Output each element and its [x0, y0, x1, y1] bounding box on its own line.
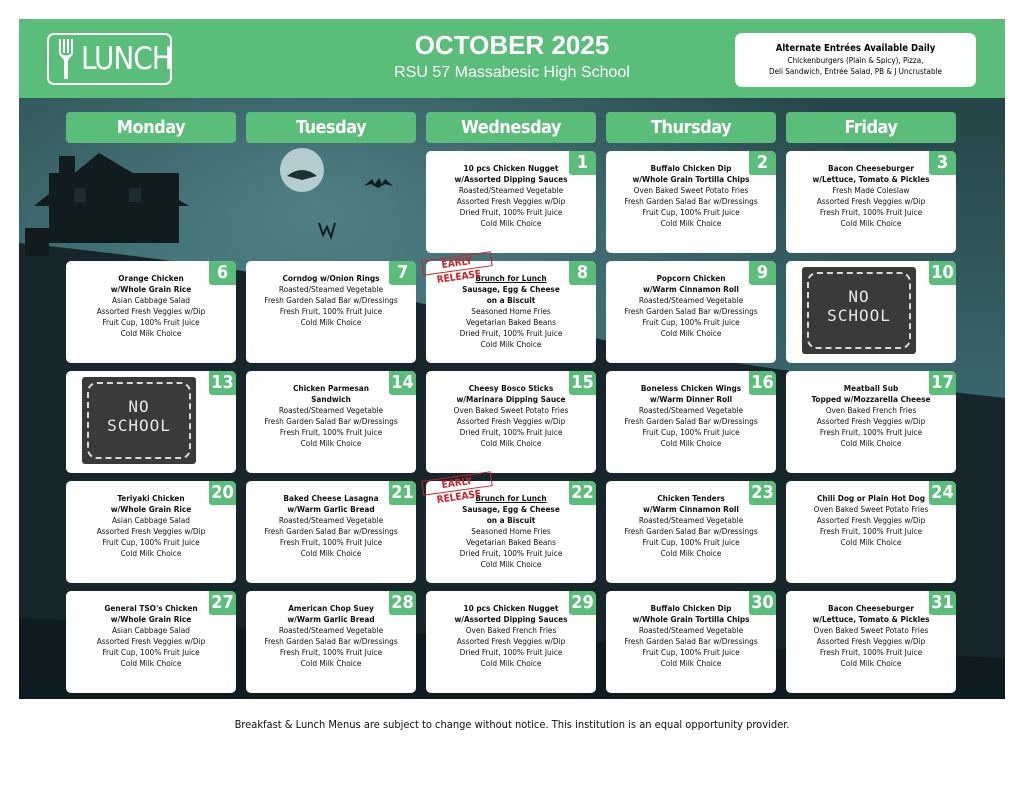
- menu-side-line: Dried Fruit, 100% Fruit Juice: [459, 548, 563, 558]
- menu-side-line: Fruit Cup, 100% Fruit Juice: [102, 647, 200, 657]
- menu-side-line: Fresh Fruit, 100% Fruit Juice: [819, 647, 923, 657]
- menu-side-line: Roasted/Steamed Vegetable: [278, 625, 384, 635]
- menu-entree-line: Orange Chicken: [118, 273, 184, 283]
- menu-side-line: Cold Milk Choice: [660, 548, 722, 558]
- menu-items: [246, 603, 416, 669]
- menu-entree-line: w/Warm Cinnamon Roll: [643, 284, 739, 294]
- menu-side-line: Asian Cabbage Salad: [112, 295, 190, 305]
- menu-side-line: Assorted Fresh Veggies w/Dip: [816, 416, 926, 426]
- menu-entree-line: Corndog w/Onion Rings: [282, 273, 380, 283]
- page-subtitle: RSU 57 Massabesic High School: [394, 64, 630, 81]
- menu-items: [606, 163, 776, 229]
- day-number: 7: [389, 261, 416, 285]
- menu-side-line: Fresh Fruit, 100% Fruit Juice: [819, 427, 923, 437]
- day-number: 21: [389, 481, 416, 505]
- menu-side-line: Roasted/Steamed Vegetable: [638, 405, 744, 415]
- menu-side-line: Fruit Cup, 100% Fruit Juice: [642, 427, 740, 437]
- day-number: 28: [389, 591, 416, 615]
- menu-side-line: Assorted Fresh Veggies w/Dip: [456, 196, 566, 206]
- calendar-day-cell: [426, 371, 596, 473]
- menu-side-line: Assorted Fresh Veggies w/Dip: [816, 196, 926, 206]
- menu-entree-line: Sandwich: [311, 394, 351, 404]
- menu-entree-line: w/Warm Cinnamon Roll: [643, 504, 739, 514]
- menu-items: [426, 383, 596, 449]
- menu-side-line: Fresh Fruit, 100% Fruit Juice: [279, 647, 383, 657]
- menu-entree-line: Popcorn Chicken: [656, 273, 726, 283]
- calendar-day-cell: [66, 481, 236, 583]
- menu-entree-line: on a Biscuit: [486, 295, 536, 305]
- menu-side-line: Cold Milk Choice: [660, 658, 722, 668]
- day-number: 24: [929, 481, 956, 505]
- day-header-friday: Friday: [786, 112, 956, 143]
- menu-entree-line: Topped w/Mozzarella Cheese: [811, 394, 931, 404]
- menu-side-line: Oven Baked Sweet Potato Fries: [633, 185, 749, 195]
- menu-side-line: Seasoned Home Fries: [471, 306, 551, 316]
- calendar-day-cell: [786, 371, 956, 473]
- menu-side-line: Cold Milk Choice: [120, 328, 182, 338]
- day-number: 17: [929, 371, 956, 395]
- menu-items: [246, 273, 416, 328]
- day-header-monday: Monday: [66, 112, 236, 143]
- no-school-chalkboard: [802, 267, 916, 354]
- calendar-day-cell: [426, 151, 596, 253]
- footer-disclaimer: Breakfast & Lunch Menus are subject to change without notice. This institution is an equal opportunity provider.: [234, 718, 790, 731]
- alternate-entrees-line: Chickenburgers (Plain & Spicy), Pizza,: [787, 56, 924, 65]
- menu-items: [786, 163, 956, 229]
- calendar-day-cell: [246, 591, 416, 693]
- menu-entree-line: Buffalo Chicken Dip: [650, 163, 732, 173]
- menu-side-line: Seasoned Home Fries: [471, 526, 551, 536]
- menu-side-line: Roasted/Steamed Vegetable: [638, 295, 744, 305]
- menu-side-line: Roasted/Steamed Vegetable: [638, 515, 744, 525]
- day-number: 6: [209, 261, 236, 285]
- menu-side-line: Fresh Made Coleslaw: [832, 185, 910, 195]
- day-number: 8: [569, 261, 596, 285]
- calendar-day-cell: [786, 591, 956, 693]
- menu-side-line: Fruit Cup, 100% Fruit Juice: [102, 317, 200, 327]
- menu-items: [786, 493, 956, 548]
- day-header-tuesday: Tuesday: [246, 112, 416, 143]
- no-school-text: [82, 397, 196, 435]
- menu-side-line: Fresh Garden Salad Bar w/Dressings: [264, 636, 398, 646]
- menu-side-line: Asian Cabbage Salad: [112, 625, 190, 635]
- menu-items: [426, 603, 596, 669]
- menu-entree-line: w/Assorted Dipping Sauces: [454, 614, 568, 624]
- menu-entree-line: w/Whole Grain Tortilla Chips: [632, 614, 750, 624]
- alternate-entrees-box: [735, 33, 976, 87]
- menu-entree-line: w/Lettuce, Tomato & Pickles: [812, 174, 930, 184]
- no-school-chalkboard: [82, 377, 196, 464]
- day-number: 20: [209, 481, 236, 505]
- menu-side-line: Fresh Garden Salad Bar w/Dressings: [264, 295, 398, 305]
- menu-side-line: Fresh Fruit, 100% Fruit Juice: [279, 306, 383, 316]
- menu-side-line: Dried Fruit, 100% Fruit Juice: [459, 328, 563, 338]
- menu-side-line: Fresh Garden Salad Bar w/Dressings: [624, 416, 758, 426]
- menu-entree-line: General TSO's Chicken: [104, 603, 198, 613]
- fork-icon: [57, 39, 75, 79]
- menu-entree-line: w/Marinara Dipping Sauce: [456, 394, 566, 404]
- alternate-entrees-line: Deli Sandwich, Entrée Salad, PB & J Uncrustable: [769, 67, 942, 76]
- no-school-line: SCHOOL: [827, 306, 891, 325]
- lunch-logo: [47, 33, 172, 85]
- calendar-day-cell: [66, 261, 236, 363]
- menu-side-line: Fruit Cup, 100% Fruit Juice: [642, 537, 740, 547]
- early-release-stamp: EARLY RELEASE: [421, 471, 492, 496]
- menu-items: [426, 163, 596, 229]
- menu-side-line: Cold Milk Choice: [120, 548, 182, 558]
- menu-items: [606, 603, 776, 669]
- menu-side-line: Oven Baked French Fries: [825, 405, 917, 415]
- menu-items: [66, 273, 236, 339]
- day-number: 16: [749, 371, 776, 395]
- menu-side-line: Fruit Cup, 100% Fruit Juice: [642, 317, 740, 327]
- menu-side-line: Vegetarian Baked Beans: [466, 317, 556, 327]
- menu-side-line: Assorted Fresh Veggies w/Dip: [96, 636, 206, 646]
- day-number: 13: [209, 371, 236, 395]
- day-number: 3: [929, 151, 956, 175]
- menu-side-line: Cold Milk Choice: [480, 218, 542, 228]
- menu-side-line: Assorted Fresh Veggies w/Dip: [456, 636, 566, 646]
- menu-side-line: Dried Fruit, 100% Fruit Juice: [459, 427, 563, 437]
- menu-side-line: Fresh Garden Salad Bar w/Dressings: [264, 416, 398, 426]
- calendar-day-cell: [606, 151, 776, 253]
- menu-entree-line: w/Warm Garlic Bread: [287, 504, 375, 514]
- menu-entree-line: Boneless Chicken Wings: [640, 383, 742, 393]
- menu-side-line: Cold Milk Choice: [660, 328, 722, 338]
- menu-side-line: Assorted Fresh Veggies w/Dip: [456, 416, 566, 426]
- menu-side-line: Cold Milk Choice: [480, 658, 542, 668]
- day-number: 2: [749, 151, 776, 175]
- menu-side-line: Cold Milk Choice: [480, 559, 542, 569]
- calendar-day-cell: [66, 591, 236, 693]
- menu-entree-line: 10 pcs Chicken Nugget: [463, 603, 559, 613]
- menu-side-line: Fruit Cup, 100% Fruit Juice: [642, 207, 740, 217]
- menu-side-line: Fresh Garden Salad Bar w/Dressings: [624, 526, 758, 536]
- menu-entree-line: on a Biscuit: [486, 515, 536, 525]
- menu-items: [246, 383, 416, 449]
- menu-side-line: Roasted/Steamed Vegetable: [278, 515, 384, 525]
- menu-entree-line: Buffalo Chicken Dip: [650, 603, 732, 613]
- menu-side-line: Roasted/Steamed Vegetable: [278, 405, 384, 415]
- menu-entree-line: Sausage, Egg & Cheese: [462, 284, 560, 294]
- menu-entree-line: 10 pcs Chicken Nugget: [463, 163, 559, 173]
- no-school-line: NO: [848, 287, 870, 306]
- menu-entree-line: Brunch for Lunch: [475, 273, 547, 283]
- menu-side-line: Cold Milk Choice: [300, 317, 362, 327]
- calendar-day-cell: [606, 261, 776, 363]
- no-school-line: NO: [128, 397, 150, 416]
- menu-side-line: Dried Fruit, 100% Fruit Juice: [459, 647, 563, 657]
- day-number: 29: [569, 591, 596, 615]
- menu-side-line: Asian Cabbage Salad: [112, 515, 190, 525]
- menu-side-line: Cold Milk Choice: [300, 658, 362, 668]
- menu-side-line: Assorted Fresh Veggies w/Dip: [96, 526, 206, 536]
- menu-side-line: Assorted Fresh Veggies w/Dip: [96, 306, 206, 316]
- menu-items: [786, 383, 956, 449]
- menu-items: [66, 603, 236, 669]
- menu-side-line: Dried Fruit, 100% Fruit Juice: [459, 207, 563, 217]
- day-number: 1: [569, 151, 596, 175]
- day-number: 14: [389, 371, 416, 395]
- menu-side-line: Fresh Garden Salad Bar w/Dressings: [624, 306, 758, 316]
- menu-side-line: Cold Milk Choice: [840, 438, 902, 448]
- menu-side-line: Cold Milk Choice: [840, 537, 902, 547]
- menu-side-line: Fresh Fruit, 100% Fruit Juice: [819, 207, 923, 217]
- calendar-day-cell: [246, 481, 416, 583]
- logo-word: LUNCH: [81, 41, 172, 77]
- day-number: 9: [749, 261, 776, 285]
- menu-side-line: Fruit Cup, 100% Fruit Juice: [642, 647, 740, 657]
- menu-items: [786, 603, 956, 669]
- calendar-day-cell: [246, 261, 416, 363]
- calendar-day-cell: [606, 481, 776, 583]
- menu-entree-line: w/Assorted Dipping Sauces: [454, 174, 568, 184]
- menu-entree-line: Sausage, Egg & Cheese: [462, 504, 560, 514]
- menu-entree-line: American Chop Suey: [288, 603, 374, 613]
- menu-entree-line: w/Lettuce, Tomato & Pickles: [812, 614, 930, 624]
- menu-side-line: Oven Baked French Fries: [465, 625, 557, 635]
- menu-entree-line: w/Warm Garlic Bread: [287, 614, 375, 624]
- menu-entree-line: Chicken Tenders: [657, 493, 725, 503]
- menu-entree-line: Baked Cheese Lasagna: [283, 493, 379, 503]
- menu-entree-line: Bacon Cheeseburger: [828, 163, 914, 173]
- calendar-day-cell: [786, 481, 956, 583]
- calendar-day-cell: [606, 591, 776, 693]
- menu-side-line: Oven Baked Sweet Potato Fries: [453, 405, 569, 415]
- menu-side-line: Cold Milk Choice: [120, 658, 182, 668]
- day-number: 31: [929, 591, 956, 615]
- menu-side-line: Assorted Fresh Veggies w/Dip: [816, 515, 926, 525]
- calendar-day-cell: [786, 261, 956, 363]
- calendar-day-cell: [246, 371, 416, 473]
- menu-items: [606, 273, 776, 339]
- page-title: OCTOBER 2025: [414, 30, 610, 60]
- menu-side-line: Cold Milk Choice: [660, 438, 722, 448]
- menu-items: [246, 493, 416, 559]
- menu-side-line: Fresh Fruit, 100% Fruit Juice: [279, 427, 383, 437]
- menu-entree-line: Chicken Parmesan: [292, 383, 370, 393]
- menu-side-line: Cold Milk Choice: [480, 339, 542, 349]
- menu-entree-line: Brunch for Lunch: [475, 493, 547, 503]
- day-header-thursday: Thursday: [606, 112, 776, 143]
- menu-side-line: Oven Baked Sweet Potato Fries: [813, 625, 929, 635]
- calendar-day-cell: [426, 591, 596, 693]
- menu-side-line: Cold Milk Choice: [300, 438, 362, 448]
- menu-items: [606, 383, 776, 449]
- menu-side-line: Fresh Fruit, 100% Fruit Juice: [279, 537, 383, 547]
- no-school-line: SCHOOL: [107, 416, 171, 435]
- menu-entree-line: w/Whole Grain Tortilla Chips: [632, 174, 750, 184]
- day-number: 22: [569, 481, 596, 505]
- early-release-stamp: EARLY RELEASE: [421, 251, 492, 276]
- calendar-day-cell: [66, 371, 236, 473]
- day-number: 30: [749, 591, 776, 615]
- no-school-text: [802, 287, 916, 325]
- day-number: 15: [569, 371, 596, 395]
- menu-side-line: Roasted/Steamed Vegetable: [278, 284, 384, 294]
- menu-side-line: Roasted/Steamed Vegetable: [638, 625, 744, 635]
- menu-side-line: Roasted/Steamed Vegetable: [458, 185, 564, 195]
- menu-entree-line: w/Whole Grain Rice: [110, 504, 192, 514]
- day-number: 27: [209, 591, 236, 615]
- day-header-wednesday: Wednesday: [426, 112, 596, 143]
- menu-side-line: Vegetarian Baked Beans: [466, 537, 556, 547]
- menu-entree-line: Bacon Cheeseburger: [828, 603, 914, 613]
- menu-items: [66, 493, 236, 559]
- menu-side-line: Fresh Garden Salad Bar w/Dressings: [624, 196, 758, 206]
- menu-entree-line: w/Whole Grain Rice: [110, 614, 192, 624]
- day-number: 10: [929, 261, 956, 285]
- menu-entree-line: w/Whole Grain Rice: [110, 284, 192, 294]
- menu-entree-line: Cheesy Bosco Sticks: [468, 383, 554, 393]
- menu-side-line: Oven Baked Sweet Potato Fries: [813, 504, 929, 514]
- menu-items: [606, 493, 776, 559]
- menu-entree-line: Meatball Sub: [843, 383, 899, 393]
- menu-side-line: Cold Milk Choice: [660, 218, 722, 228]
- day-number: 23: [749, 481, 776, 505]
- calendar-day-cell: [606, 371, 776, 473]
- menu-entree-line: Teriyaki Chicken: [117, 493, 185, 503]
- menu-side-line: Cold Milk Choice: [480, 438, 542, 448]
- menu-side-line: Assorted Fresh Veggies w/Dip: [816, 636, 926, 646]
- menu-entree-line: Chili Dog or Plain Hot Dog: [816, 493, 926, 503]
- menu-side-line: Fresh Fruit, 100% Fruit Juice: [819, 526, 923, 536]
- menu-side-line: Fresh Garden Salad Bar w/Dressings: [624, 636, 758, 646]
- menu-side-line: Cold Milk Choice: [300, 548, 362, 558]
- alternate-entrees-title: Alternate Entrées Available Daily: [775, 43, 936, 54]
- menu-side-line: Fruit Cup, 100% Fruit Juice: [102, 537, 200, 547]
- calendar-day-cell: [786, 151, 956, 253]
- menu-side-line: Cold Milk Choice: [840, 658, 902, 668]
- menu-side-line: Fresh Garden Salad Bar w/Dressings: [264, 526, 398, 536]
- menu-entree-line: w/Warm Dinner Roll: [649, 394, 733, 404]
- menu-side-line: Cold Milk Choice: [840, 218, 902, 228]
